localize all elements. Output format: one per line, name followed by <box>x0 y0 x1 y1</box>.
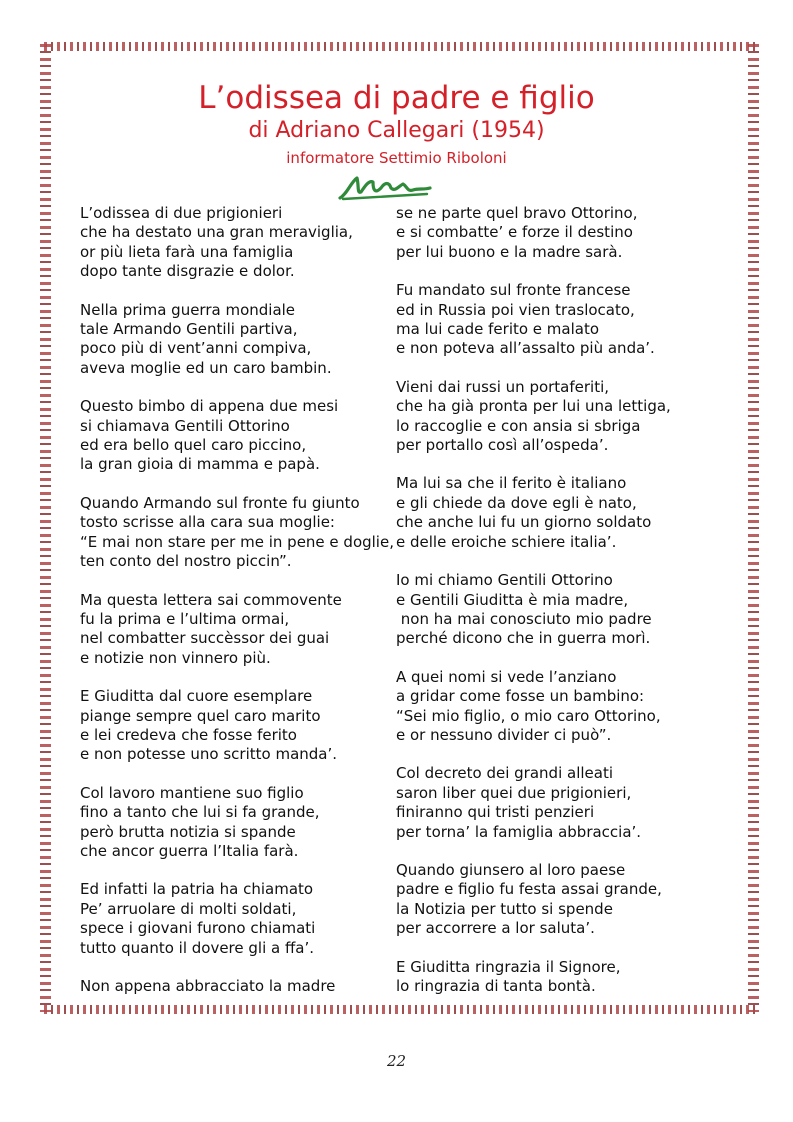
verse-line: dopo tante disgrazie e dolor. <box>80 262 295 281</box>
verse-line: tutto quanto il dovere gli a ffa’. <box>80 938 315 957</box>
decorative-border-top <box>44 42 756 51</box>
verse-line: saron liber quei due prigionieri, <box>396 783 632 802</box>
verse-line: e notizie non vinnero più. <box>80 648 271 667</box>
verse-line: la gran gioia di mamma e papà. <box>80 455 320 474</box>
verse-line: per accorrere a lor saluta’. <box>396 919 595 938</box>
verse-line: e Gentili Giuditta è mia madre, <box>396 590 629 609</box>
signature-icon <box>337 172 433 202</box>
verse-line: Pe’ arruolare di molti soldati, <box>80 899 297 918</box>
verse-line: ma lui cade ferito e malato <box>396 320 600 339</box>
page-title: L’odissea di padre e figlio <box>198 80 595 116</box>
verse-line: che anche lui fu un giorno soldato <box>396 513 652 532</box>
verse-line: perché dicono che in guerra morì. <box>396 629 651 648</box>
stanza <box>396 958 706 997</box>
poem-column-right <box>396 204 706 1015</box>
verse-line: e or nessuno divider ci può”. <box>396 725 612 744</box>
decorative-border-left <box>40 44 51 1012</box>
decorative-border-right <box>748 44 759 1012</box>
verse-line: padre e figlio fu festa assai grande, <box>396 880 662 899</box>
verse-line: per torna’ la famiglia abbraccia’. <box>396 822 642 841</box>
verse-line: Ma lui sa che il ferito è italiano <box>396 474 627 493</box>
verse-line: Quando giunsero al loro paese <box>396 860 626 879</box>
page-number: 22 <box>386 1052 407 1070</box>
stanza <box>396 668 706 746</box>
verse-line: lo ringrazia di tanta bontà. <box>396 977 596 995</box>
verse-line: L’odissea di due prigionieri <box>80 204 283 222</box>
stanza <box>396 861 706 939</box>
verse-line: finiranno qui tristi penzieri <box>396 803 595 822</box>
verse-line: per lui buono e la madre sarà. <box>396 242 623 261</box>
verse-line: Vieni dai russi un portaferiti, <box>396 377 610 396</box>
verse-line: non ha mai conosciuto mio padre <box>396 609 652 628</box>
verse-line: Ma questa lettera sai commovente <box>80 590 342 609</box>
verse-line: per portallo così all’ospeda’. <box>396 436 609 455</box>
informer-line: informatore Settimio Riboloni <box>286 149 507 167</box>
stanza <box>396 378 706 456</box>
verse-line: poco più di vent’anni compiva, <box>80 339 312 358</box>
verse-line: che ancor guerra l’Italia farà. <box>80 841 299 860</box>
verse-line: or più lieta farà una famiglia <box>80 242 294 261</box>
stanza <box>80 977 390 996</box>
verse-line: si chiamava Gentili Ottorino <box>80 416 290 435</box>
verse-line: e lei credeva che fosse ferito <box>80 725 297 744</box>
verse-line: Non appena abbracciato la madre <box>80 977 336 995</box>
stanza <box>80 784 390 862</box>
stanza <box>80 493 394 572</box>
verse-line: ed era bello quel caro piccino, <box>80 436 307 455</box>
verse-line: “Sei mio figlio, o mio caro Ottorino, <box>396 706 661 725</box>
verse-line: A quei nomi si vede l’anziano <box>396 667 617 686</box>
stanza <box>396 281 706 359</box>
verse-line: la Notizia per tutto si spende <box>396 899 613 918</box>
verse-line: nel combatter succèssor dei guai <box>80 629 330 648</box>
verse-line: a gridar come fosse un bambino: <box>396 687 645 706</box>
author-line: di Adriano Callegari (1954) <box>248 118 545 143</box>
verse-line: fu la prima e l’ultima ormai, <box>80 609 290 628</box>
stanza <box>80 591 390 669</box>
stanza <box>80 204 390 282</box>
verse-line: ten conto del nostro piccin”. <box>80 552 292 571</box>
verse-line: che ha già pronta per lui una lettiga, <box>396 397 671 416</box>
verse-line: E Giuditta dal cuore esemplare <box>80 687 313 706</box>
verse-line: e si combatte’ e forze il destino <box>396 223 633 242</box>
stanza <box>80 880 390 958</box>
verse-line: E Giuditta ringrazia il Signore, <box>396 957 621 976</box>
verse-line: e non poteva all’assalto più anda’. <box>396 339 655 358</box>
verse-line: Col lavoro mantiene suo figlio <box>80 783 304 802</box>
verse-line: però brutta notizia si spande <box>80 822 296 841</box>
verse-line: Col decreto dei grandi alleati <box>396 764 614 783</box>
stanza <box>396 571 706 649</box>
verse-line: e delle eroiche schiere italia’. <box>396 532 617 551</box>
verse-line: Questo bimbo di appena due mesi <box>80 397 339 416</box>
verse-line: “E mai non stare per me in pene e doglie, <box>80 532 394 551</box>
poem-column-left <box>80 204 394 1015</box>
verse-line: Fu mandato sul fronte francese <box>396 281 631 300</box>
verse-line: piange sempre quel caro marito <box>80 706 321 725</box>
verse-line: lo raccoglie e con ansia si sbriga <box>396 416 641 435</box>
verse-line: spece i giovani furono chiamati <box>80 919 316 938</box>
stanza <box>396 474 706 552</box>
verse-line: e non potesse uno scritto manda’. <box>80 745 338 764</box>
verse-line: Quando Armando sul fronte fu giunto <box>80 493 360 512</box>
stanza <box>80 687 390 765</box>
verse-line: Ed infatti la patria ha chiamato <box>80 880 314 899</box>
stanza <box>80 301 390 379</box>
stanza <box>396 204 706 262</box>
verse-line: aveva moglie ed un caro bambin. <box>80 358 332 377</box>
stanza <box>396 764 706 842</box>
verse-line: ed in Russia poi vien traslocato, <box>396 300 635 319</box>
verse-line: tale Armando Gentili partiva, <box>80 320 298 339</box>
verse-line: se ne parte quel bravo Ottorino, <box>396 204 638 222</box>
verse-line: Nella prima guerra mondiale <box>80 300 296 319</box>
verse-line: Io mi chiamo Gentili Ottorino <box>396 571 613 590</box>
verse-line: fino a tanto che lui si fa grande, <box>80 803 320 822</box>
verse-line: tosto scrisse alla cara sua moglie: <box>80 513 335 532</box>
verse-line: e gli chiede da dove egli è nato, <box>396 493 637 512</box>
verse-line: che ha destato una gran meraviglia, <box>80 223 353 242</box>
stanza <box>80 397 390 475</box>
